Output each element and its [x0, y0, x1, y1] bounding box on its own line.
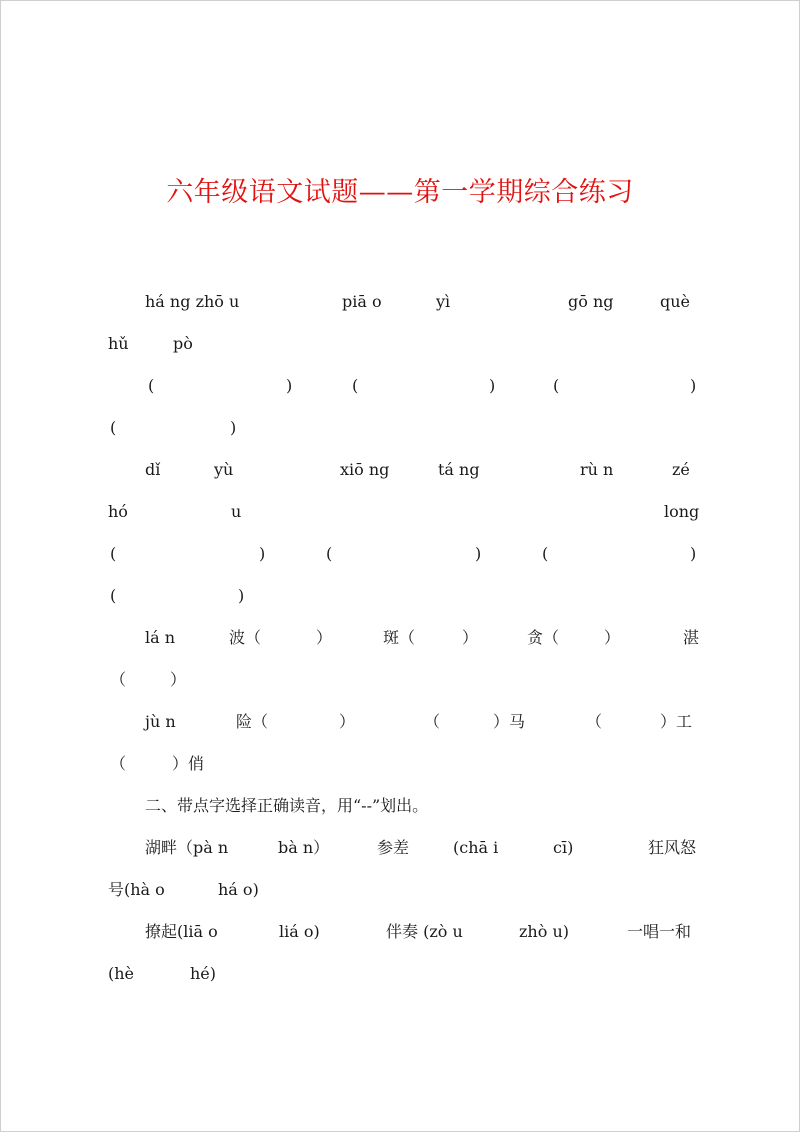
- option-he: (hè: [108, 964, 135, 983]
- item-liaoqi: 撩起(liā o: [145, 922, 218, 941]
- pinyin-u: u: [231, 502, 242, 521]
- char-qiao: ）俏: [172, 754, 205, 773]
- char-xian: 险（: [236, 712, 269, 731]
- answer-blank-open: (: [326, 544, 333, 563]
- pinyin-ho: hó: [108, 502, 128, 521]
- pinyin-yu: yù: [214, 460, 234, 479]
- blank-open: （: [110, 670, 127, 689]
- answer-blank-close: ): [238, 586, 245, 605]
- answer-blank-open: (: [148, 376, 155, 395]
- option-chai: (chā i: [453, 838, 499, 857]
- option-zhou: zhò u): [519, 922, 569, 941]
- pinyin-xiong: xiō ng: [340, 460, 390, 479]
- blank-close: ）: [316, 628, 333, 647]
- blank-close: ）: [462, 628, 479, 647]
- char-gong: ）工: [660, 712, 693, 731]
- answer-blank-open: (: [110, 418, 117, 437]
- answer-blank-open: (: [553, 376, 560, 395]
- answer-blank-close: ): [259, 544, 266, 563]
- answer-blank-close: ): [286, 376, 293, 395]
- answer-blank-open: (: [110, 586, 117, 605]
- pinyin-jun: jù n: [145, 712, 176, 731]
- option-liao: liá o): [279, 922, 320, 941]
- char-bo: 波（: [229, 628, 262, 647]
- answer-blank-close: ): [690, 544, 697, 563]
- blank-close: ）: [339, 712, 356, 731]
- pinyin-yi: yì: [436, 292, 451, 311]
- page-title: 六年级语文试题——第一学期综合练习: [166, 177, 634, 208]
- option-ban: bà n）: [278, 838, 330, 857]
- pinyin-lan: lá n: [145, 628, 176, 647]
- pinyin-po: pò: [173, 334, 193, 353]
- pinyin-que: què: [660, 292, 691, 311]
- pinyin-di: dǐ: [145, 460, 161, 479]
- item-cenci: 参差: [377, 838, 410, 857]
- option-ci: cī): [553, 838, 574, 857]
- char-zhan: 湛: [683, 628, 700, 647]
- item-banzou: 伴奏 (zò u: [386, 922, 463, 941]
- blank-open: （: [586, 712, 603, 731]
- pinyin-tang: tá ng: [438, 460, 480, 479]
- answer-blank-open: (: [110, 544, 117, 563]
- option-he-2: hé): [190, 964, 217, 983]
- pinyin-piao: piā o: [342, 292, 382, 311]
- char-ban: 斑（: [383, 628, 416, 647]
- answer-blank-open: (: [542, 544, 549, 563]
- item-kuangfengnuhao: 狂风怒: [648, 838, 697, 857]
- blank-open: （: [424, 712, 441, 731]
- item-hao: 号(hà o: [108, 880, 165, 899]
- char-tan: 贪（: [527, 628, 560, 647]
- item-yichangyihe: 一唱一和: [627, 922, 692, 941]
- answer-blank-close: ): [230, 418, 237, 437]
- answer-blank-close: ): [475, 544, 482, 563]
- pinyin-ze: zé: [672, 460, 690, 479]
- option-hao: há o): [218, 880, 259, 899]
- blank-close: ）: [170, 670, 187, 689]
- pinyin-long: long: [664, 502, 700, 521]
- answer-blank-close: ): [690, 376, 697, 395]
- pinyin-gong: gō ng: [568, 292, 614, 311]
- answer-blank-close: ): [489, 376, 496, 395]
- blank-open: （: [110, 754, 127, 773]
- char-ma: ）马: [493, 712, 526, 731]
- section-2-heading: 二、带点字选择正确读音，用“--”划出。: [145, 796, 429, 815]
- item-hupan: 湖畔（pà n: [145, 838, 229, 857]
- pinyin-hu: hǔ: [108, 334, 129, 353]
- pinyin-hangzhou: há ng zhō u: [145, 292, 240, 311]
- answer-blank-open: (: [352, 376, 359, 395]
- blank-close: ）: [604, 628, 621, 647]
- pinyin-run: rù n: [580, 460, 614, 479]
